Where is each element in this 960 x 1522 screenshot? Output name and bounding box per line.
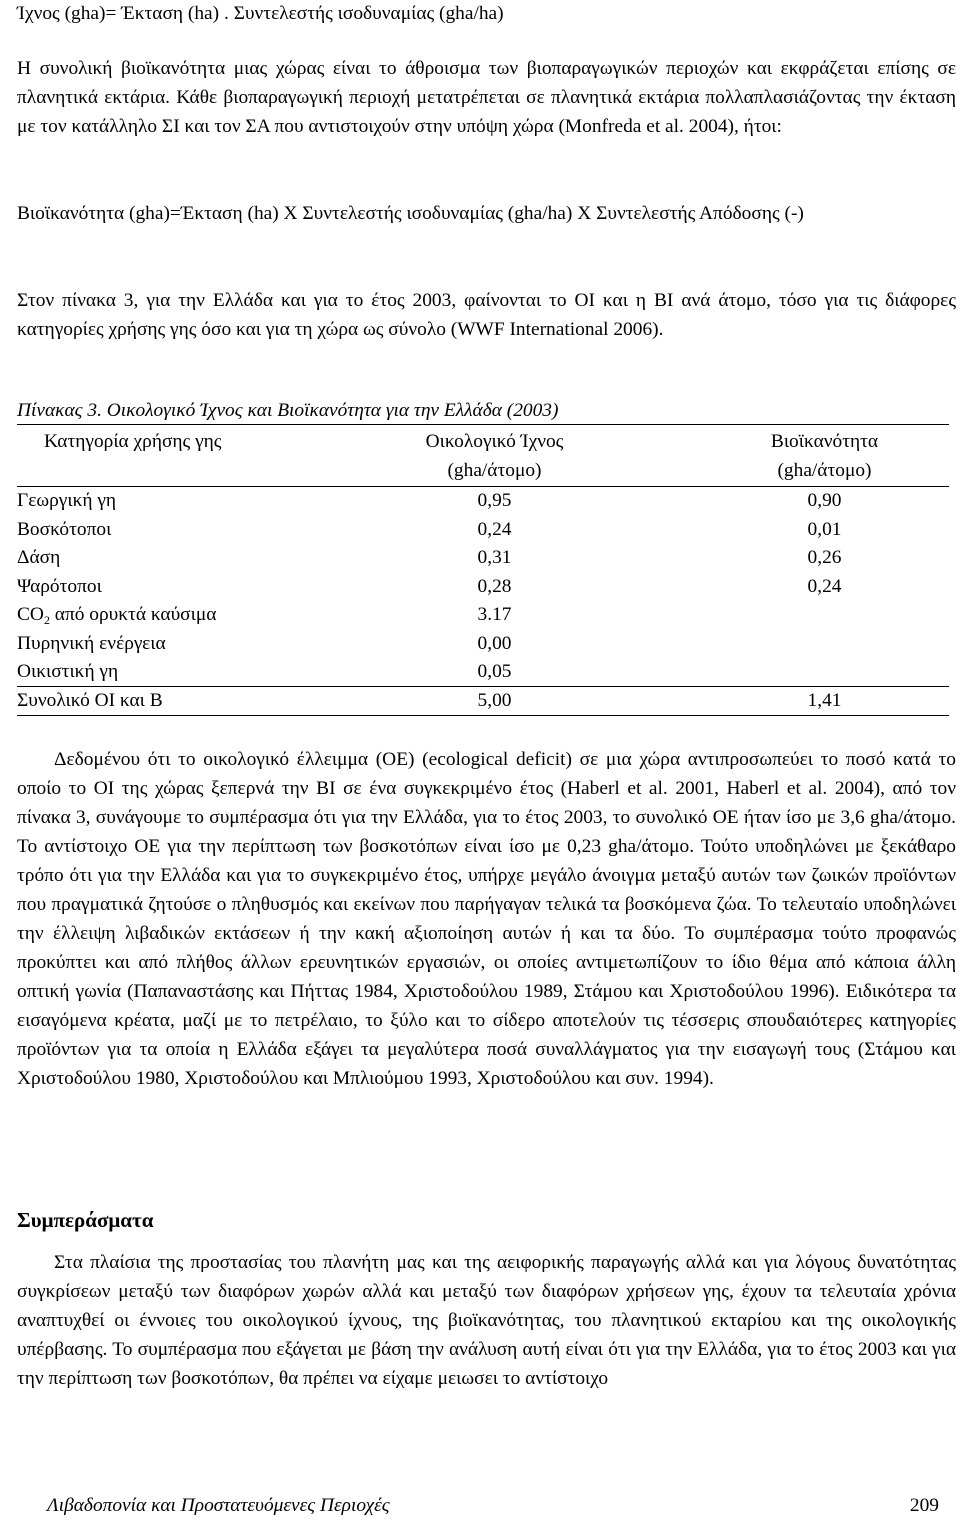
row-footprint: 0,00 <box>477 633 512 654</box>
row-category: Οικιστική γη <box>17 661 119 682</box>
row-biocapacity: 0,24 <box>807 576 842 597</box>
co2-suffix: από ορυκτά καύσιμα <box>49 604 217 625</box>
row-footprint: 0,05 <box>477 661 512 682</box>
co2-subscript: 2 <box>43 613 50 627</box>
row-category: Πυρηνική ενέργεια <box>17 633 166 654</box>
header-biocapacity: Βιοϊκανότητα <box>770 431 879 452</box>
row-category: Γεωργική γη <box>17 490 117 511</box>
total-category: Συνολικό ΟΙ και Β <box>17 690 163 711</box>
row-category: Δάση <box>17 547 61 568</box>
row-category: Ψαρότοποι <box>17 576 102 597</box>
header-footprint: Οικολογικό Ίχνος <box>425 431 564 452</box>
row-footprint: 0,28 <box>477 576 512 597</box>
row-footprint: 3.17 <box>477 604 512 625</box>
co2-prefix: CO <box>17 604 44 625</box>
header-category: Κατηγορία χρήσης γης <box>44 431 222 452</box>
row-biocapacity: 0,01 <box>807 519 842 540</box>
row-category: Βοσκότοποι <box>17 519 112 540</box>
table-caption: Πίνακας 3. Οικολογικό Ίχνος και Βιοϊκανότητα για την Ελλάδα (2003) <box>17 400 559 421</box>
page-number: 209 <box>909 1495 939 1516</box>
paragraph-biocapacity-intro: Η συνολική βιοϊκανότητα μιας χώρας είναι το άθροισμα των βιοπαραγωγικών περιοχών και εκφράζεται επίσης σε πλανητικά εκτάρια. Κάθε βιοπαραγωγική περιοχή μετατρέπεται σε πλανητικά εκτάρια πολλαπλασιάζοντας την έκταση με τον κατάλληλο ΣΙ και τον ΣΑ που αντιστοιχούν στην υπόψη χώρα (Monfreda et al. 2004), ήτοι: <box>17 58 956 137</box>
total-footprint: 5,00 <box>477 690 512 711</box>
row-biocapacity: 0,90 <box>807 490 842 511</box>
table-top-rule <box>17 424 949 425</box>
header-footprint-unit: (gha/άτομο) <box>447 460 542 481</box>
table-bottom-rule <box>17 715 949 716</box>
header-biocapacity-unit: (gha/άτομο) <box>777 460 872 481</box>
footer-title: Λιβαδοπονία και Προστατευόμενες Περιοχές <box>47 1495 390 1516</box>
row-footprint: 0,31 <box>477 547 512 568</box>
row-footprint: 0,95 <box>477 490 512 511</box>
formula-footprint: Ίχνος (gha)= Έκταση (ha) . Συντελεστής ισοδυναμίας (gha/ha) <box>17 3 504 24</box>
paragraph-ecological-deficit: Δεδομένου ότι το οικολογικό έλλειμμα (ΟΕ) (ecological deficit) σε μια χώρα αντιπροσωπεύει το ποσό κατά το οποίο το ΟΙ της χώρας ξεπερνά την ΒΙ σε ένα συγκεκριμένο έτος (Haberl et al. 2001, Haberl et al. 2004), από τον πίνακα 3, συνάγουμε το συμπέρασμα ότι για την Ελλάδα, για το έτος 2003, το συνολικό ΟΕ ήταν ίσο με 3,6 gha/άτομο. Το αντίστοιχο ΟΕ για την περίπτωση των βοσκοτόπων είναι ίσο με 0,23 gha/άτομο. Τούτο υποδηλώνει με ξεκάθαρο τρόπο ότι για την Ελλάδα και για το συγκεκριμένο έτος, υπήρχε μεγάλο άνοιγμα μεταξύ αυτών των ζωικών προϊόντων που πραγματικά ζητούσε ο πληθυσμός και εκείνων που παρήγαγαν τελικά τα βοσκόμενα ζώα. Το τελευταίο υποδηλώνει την έλλειψη λιβαδικών εκτάσεων ή την κακή αξιοποίηση αυτών ή και τα δύο. Το συμπέρασμα τούτο προφανώς προκύπτει και από πλήθος άλλων ερευνητικών εργασιών, οι οποίες αντιμετωπίζουν το ίδιο θέμα από κάποια άλλη οπτική γωνία (Παπαναστάσης και Πήττας 1984, Χριστοδούλου 1989, Στάμου και Χριστοδούλου 1996). Ειδικότερα τα εισαγόμενα κρέατα, μαζί με το πετρέλαιο, το ξύλο και το σίδερο αποτελούν τις τέσσερις σπουδαιότερες κατηγορίες προϊόντων για τα οποία η Ελλάδα εξάγει τα μεγαλύτερα ποσά συναλλάγματος για την εισαγωγή τους (Στάμου και Χριστοδούλου 1980, Χριστοδούλου και Μπλιούμου 1993, Χριστοδούλου και συν. 1994). <box>17 749 956 1089</box>
paragraph-table-reference: Στον πίνακα 3, για την Ελλάδα και για το έτος 2003, φαίνονται το ΟΙ και η ΒΙ ανά άτομο, τόσο για τις διάφορες κατηγορίες χρήσης γης όσο και για τη χώρα ως σύνολο (WWF International 2006). <box>17 290 956 340</box>
row-footprint: 0,24 <box>477 519 512 540</box>
formula-biocapacity: Βιοϊκανότητα (gha)=Έκταση (ha) Χ Συντελεστής ισοδυναμίας (gha/ha) Χ Συντελεστής Απόδοσης (-) <box>17 203 804 224</box>
section-heading: Συμπεράσματα <box>17 1208 154 1232</box>
row-category <box>17 600 216 629</box>
row-biocapacity: 0,26 <box>807 547 842 568</box>
total-biocapacity: 1,41 <box>807 690 842 711</box>
paragraph-conclusions: Στα πλαίσια της προστασίας του πλανήτη μας και της αειφορικής παραγωγής αλλά και για λόγους δυνατότητας συγκρίσεων μεταξύ των διαφόρων χωρών αλλά και μεταξύ των διαφόρων χρήσεων γης, έχουν τα τελευταία χρόνια αναπτυχθεί οι έννοιες του οικολογικού ίχνους, της βιοϊκανότητας, του πλανητικού εκταρίου και της οικολογικής υπέρβασης. Το συμπέρασμα που εξάγεται με βάση την ανάλυση αυτή είναι ότι για την Ελλάδα, για το έτος 2003 και για την περίπτωση των βοσκοτόπων, θα πρέπει να είχαμε μειωσει το αντίστοιχο <box>17 1252 956 1389</box>
